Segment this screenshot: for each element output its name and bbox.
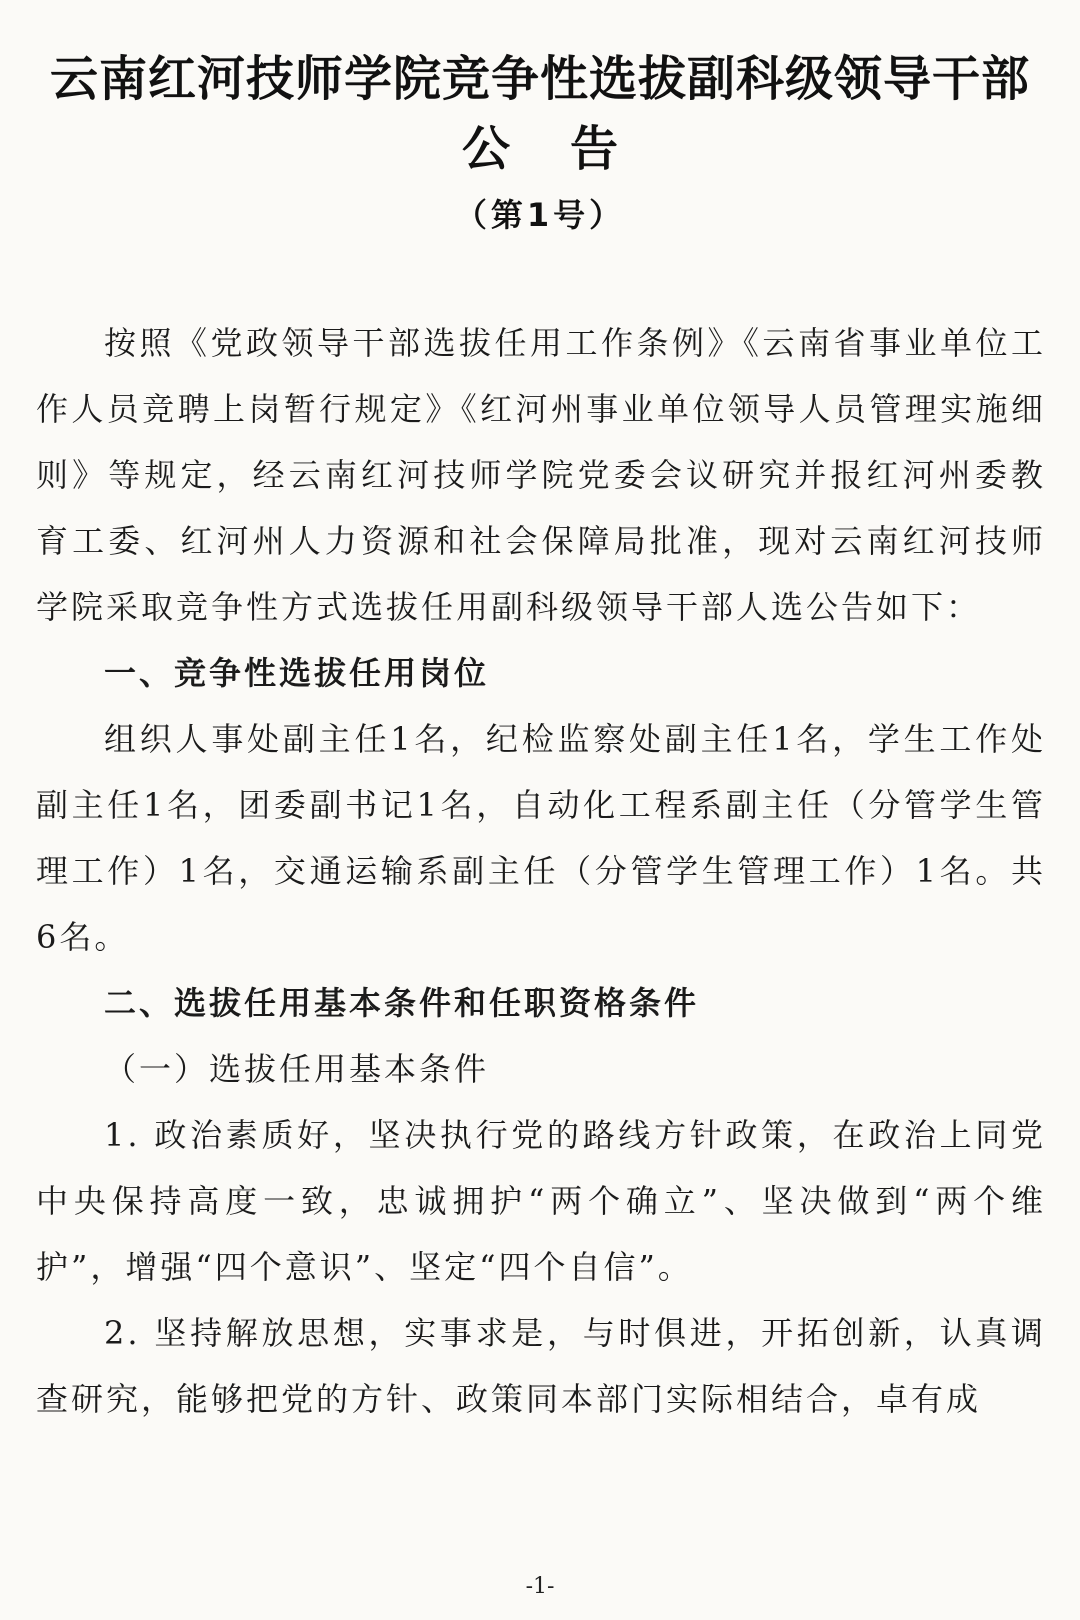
section-heading-positions: 一、竞争性选拔任用岗位: [104, 654, 490, 692]
document-title: 云南红河技师学院竞争性选拔副科级领导干部: [49, 51, 1030, 107]
positions-paragraph: 组织人事处副主任1名，纪检监察处副主任1名，学生工作处副主任1名，团委副书记1名，自动化工程系副主任（分管学生管理工作）1名，交通运输系副主任（分管学生管理工作）1名。共6名。: [36, 720, 1046, 956]
condition-item-2: 2. 坚持解放思想，实事求是，与时俱进，开拓创新，认真调查研究，能够把党的方针、政策同本部门实际相结合，卓有成: [36, 1314, 1046, 1418]
document-title-announcement: 公告: [461, 121, 678, 177]
section-heading-conditions: 二、选拔任用基本条件和任职资格条件: [104, 984, 700, 1022]
subsection-heading-basic-conditions: （一）选拔任用基本条件: [104, 1050, 490, 1088]
document-body: [36, 310, 1046, 1432]
intro-paragraph: 按照《党政领导干部选拔任用工作条例》《云南省事业单位工作人员竞聘上岗暂行规定》《红河州事业单位领导人员管理实施细则》等规定，经云南红河技师学院党委会议研究并报红河州委教育工委、红河州人力资源和社会保障局批准，现对云南红河技师学院采取竞争性方式选拔任用副科级领导干部人选公告如下：: [36, 324, 1046, 626]
page-number: -1-: [525, 1574, 555, 1599]
condition-item-1: 1. 政治素质好，坚决执行党的路线方针政策，在政治上同党中央保持高度一致，忠诚拥护“两个确立”、坚决做到“两个维护”，增强“四个意识”、坚定“四个自信”。: [36, 1116, 1046, 1286]
document-number: （第1号）: [454, 196, 626, 234]
